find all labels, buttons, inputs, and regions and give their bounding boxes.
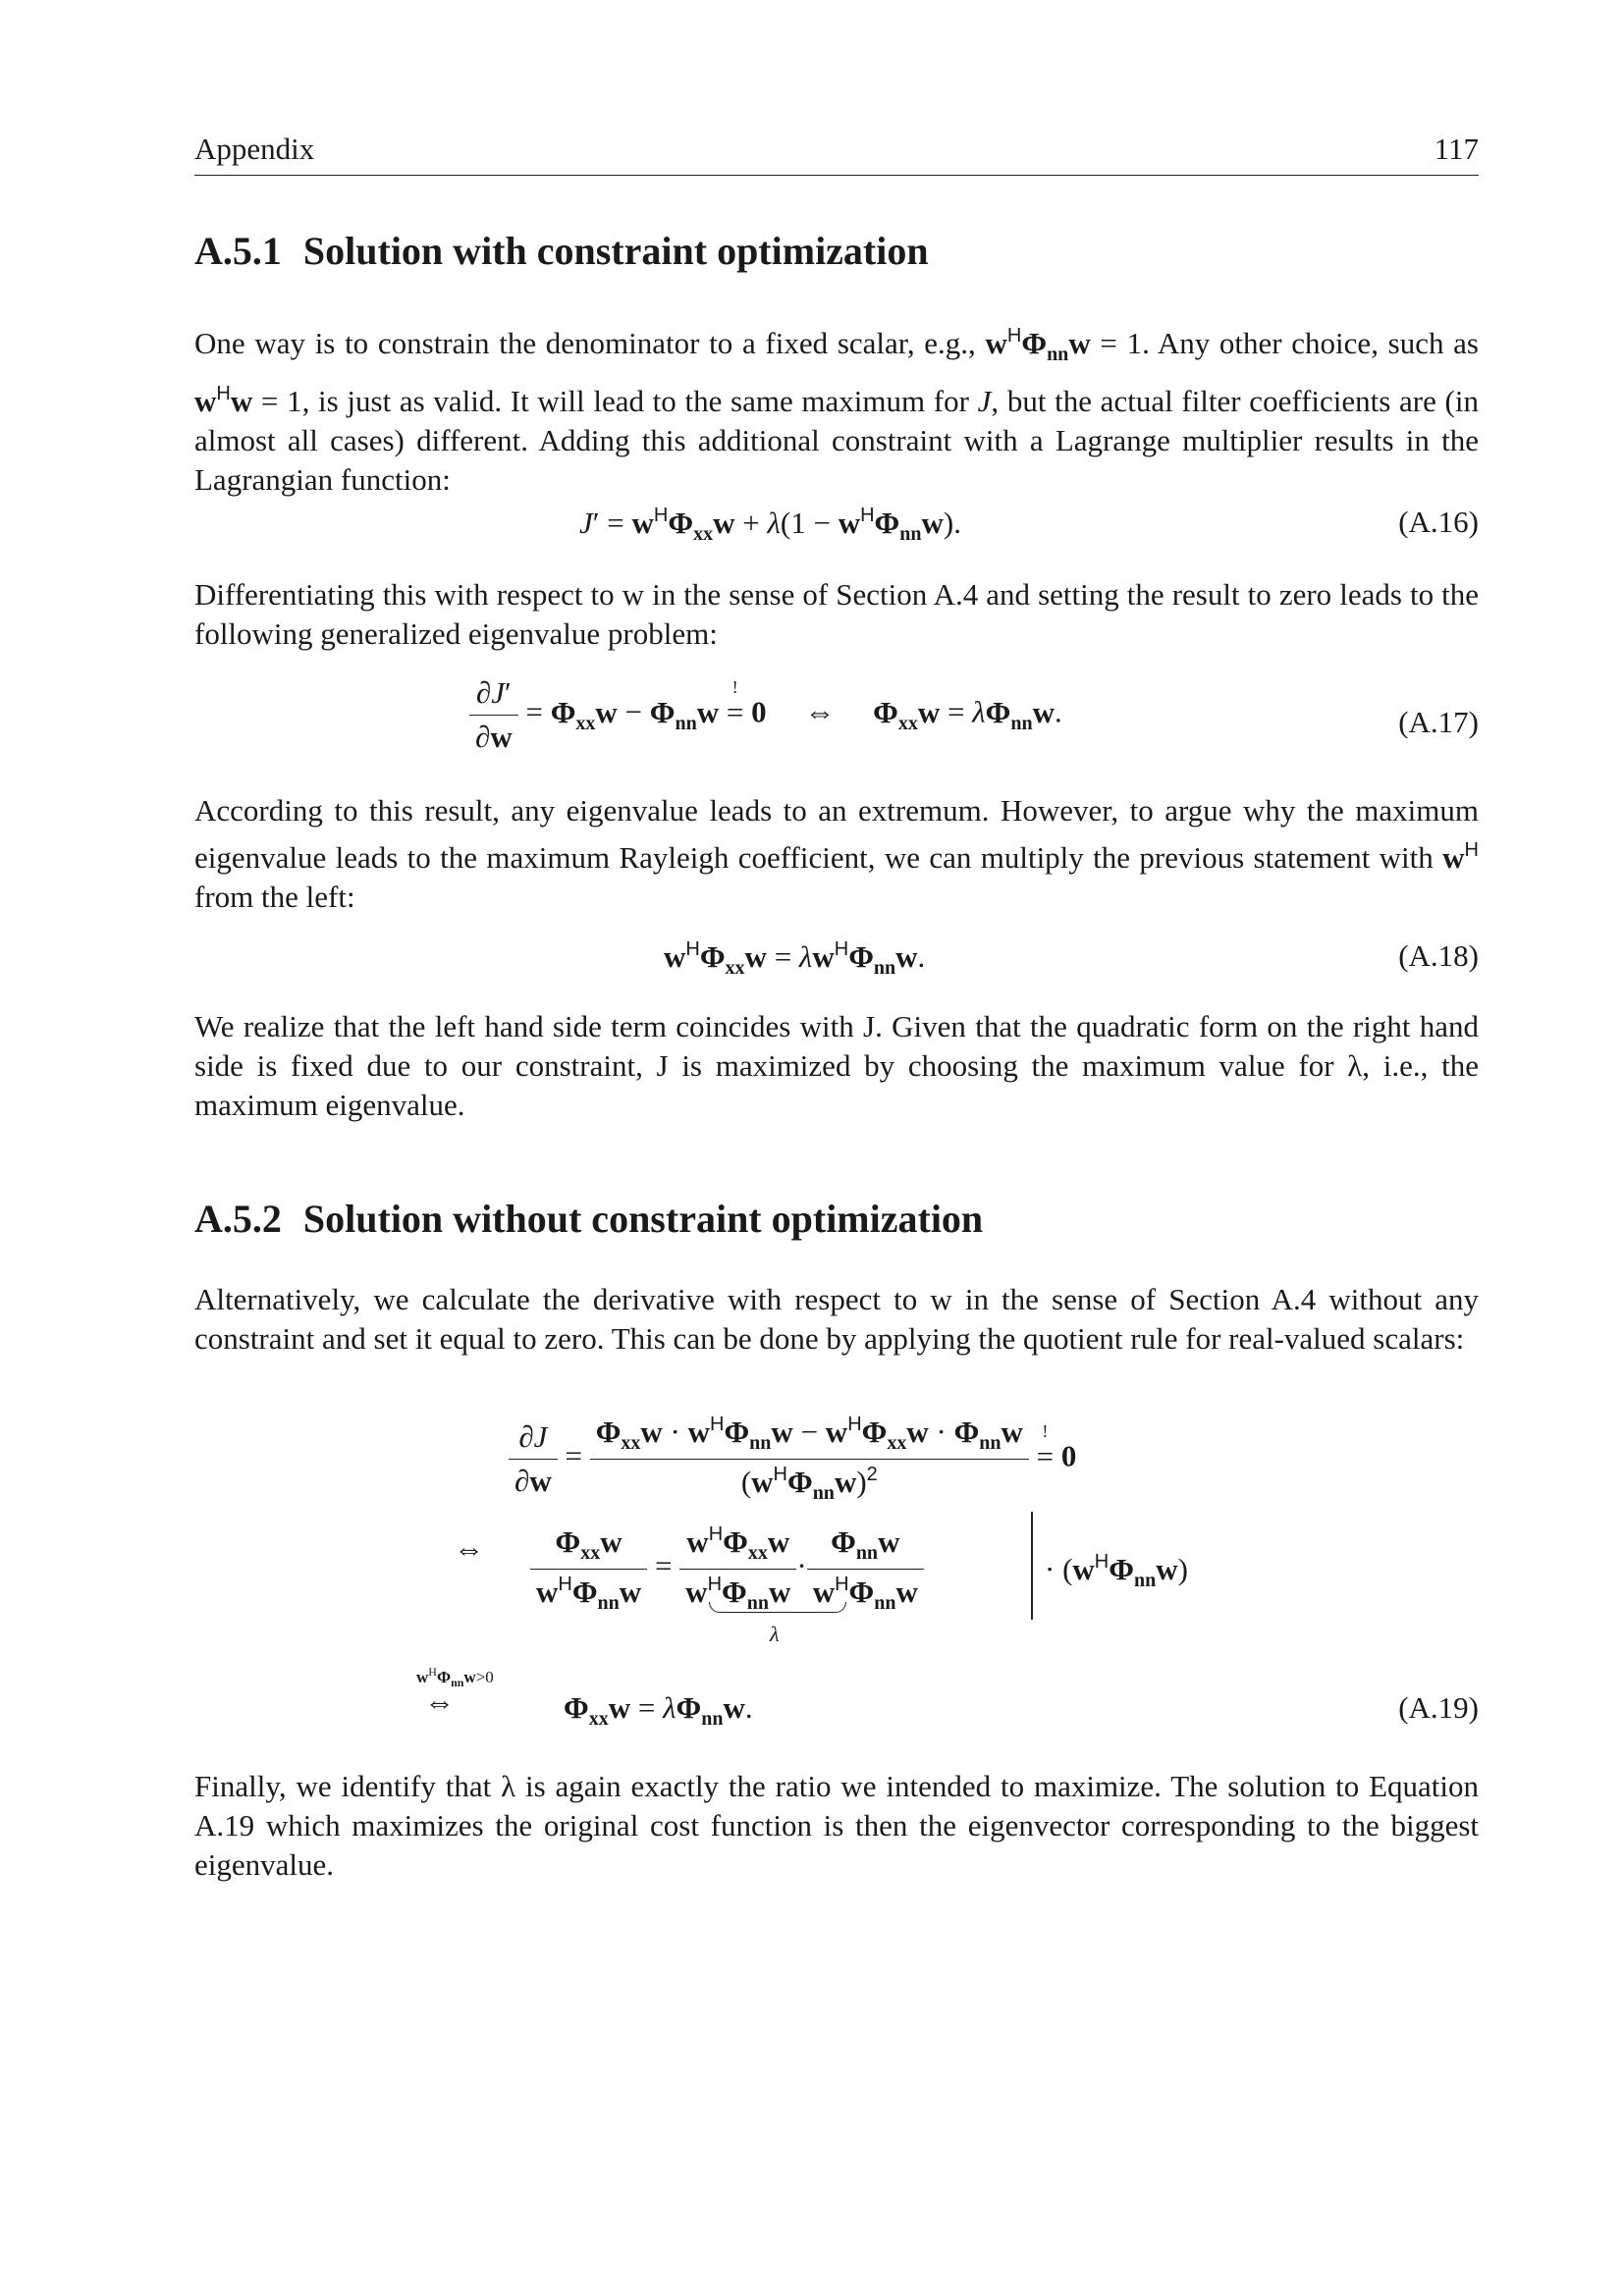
page-number: 117 xyxy=(1434,132,1479,166)
equation-a17: $\frac{\partial J'}{\partial w}$ = $\Phi_{xx}w - \Phi_{nn}w$ ! = 0 ⇔ $\Phi_{xx}w = \lambda\Phi_{nn}w$. xyxy=(469,675,1062,755)
section-heading-a51: A.5.1 Solution with constraint optimization xyxy=(194,229,929,273)
equation-a19-line2-iff: ⇔ xyxy=(454,1531,484,1566)
equation-number-a17: (A.17) xyxy=(1398,705,1479,739)
paragraph-a51-2: Differentiating this with respect to w in the sense of Section A.4 and setting the result to zero leads to the following generalized eigenvalue problem: xyxy=(194,577,1479,651)
equation-a19-multiplier: · $(w^H\Phi_{nn}w)$ xyxy=(1045,1551,1188,1591)
equation-a18: $w^H\Phi_{xx}w = \lambda w^H\Phi_{nn}w$. xyxy=(664,938,926,979)
equation-a19-line2: $\frac{\Phi_{xx}w}{w^H\Phi_{nn}w}$ = $\frac{w^H\Phi_{xx}w}{w^H\Phi_{nn}w}$ · $\frac{\Phi_{nn}w}{w^H\Phi_{nn}w}$ xyxy=(530,1523,924,1615)
equation-a19-line3: $\Phi_{xx}w = \lambda\Phi_{nn}w$. xyxy=(564,1690,753,1730)
equation-a19-line1: $\frac{\partial J}{\partial w}$ = $\frac{\Phi_{xx}w \cdot w^H\Phi_{nn}w - w^H\Phi_{xx}w \cdot \Phi_{nn}w}{(w^H\Phi_{nn}w)^2}$ ! = 0 xyxy=(509,1414,1076,1505)
paragraph-a52-1: Alternatively, we calculate the derivative with respect to w in the sense of Section A.4 without any constraint and set it equal to zero. This can be done by applying the quotient rule for real-valued scalars: xyxy=(194,1282,1479,1356)
equation-a19-line3-iff: ⇔ xyxy=(424,1684,455,1719)
underbrace xyxy=(709,1602,846,1613)
page-header xyxy=(194,132,1479,176)
underbrace-lambda: λ xyxy=(770,1622,780,1646)
equation-number-a18: (A.18) xyxy=(1398,938,1479,973)
paragraph-a52-2: Finally, we identify that λ is again exactly the ratio we intended to maximize. The solution to Equation A.19 which maximizes the original cost function is then the eigenvector corresponding to the biggest eigenvalue. xyxy=(194,1769,1479,1882)
equation-number-a16: (A.16) xyxy=(1398,505,1479,539)
section-heading-a52: A.5.2 Solution without constraint optimization xyxy=(194,1197,984,1241)
paragraph-a51-1: One way is to constrain the denominator to a fixed scalar, e.g., $w^H\Phi_{nn}w = 1$. Any other choice, such as $w^Hw = 1$, is just as valid. It will lead to the same maximum for J, but the actual filter coefficients are (in almost all cases) different. Adding this additional constraint with a Lagrange multiplier results in the Lagrangian function: xyxy=(194,325,1479,497)
paragraph-a51-3: According to this result, any eigenvalue leads to an extremum. However, to argue why the maximum eigenvalue leads to the maximum Rayleigh coefficient, we can multiply the previous statement with $w^H$ from the left: xyxy=(194,793,1479,914)
running-head: Appendix xyxy=(194,132,315,166)
condition-label: $w^H\Phi_{nn}w>0$ xyxy=(416,1665,494,1689)
vertical-bar xyxy=(1031,1512,1033,1620)
equation-a16: $J' = w^H\Phi_{xx}w + \lambda(1 - w^H\Phi_{nn}w)$. xyxy=(579,505,961,545)
paragraph-a51-4: We realize that the left hand side term coincides with J. Given that the quadratic form on the right hand side is fixed due to our constraint, J is maximized by choosing the maximum value for λ, i.e., the maximum eigenvalue. xyxy=(194,1009,1479,1122)
equation-number-a19: (A.19) xyxy=(1398,1690,1479,1725)
